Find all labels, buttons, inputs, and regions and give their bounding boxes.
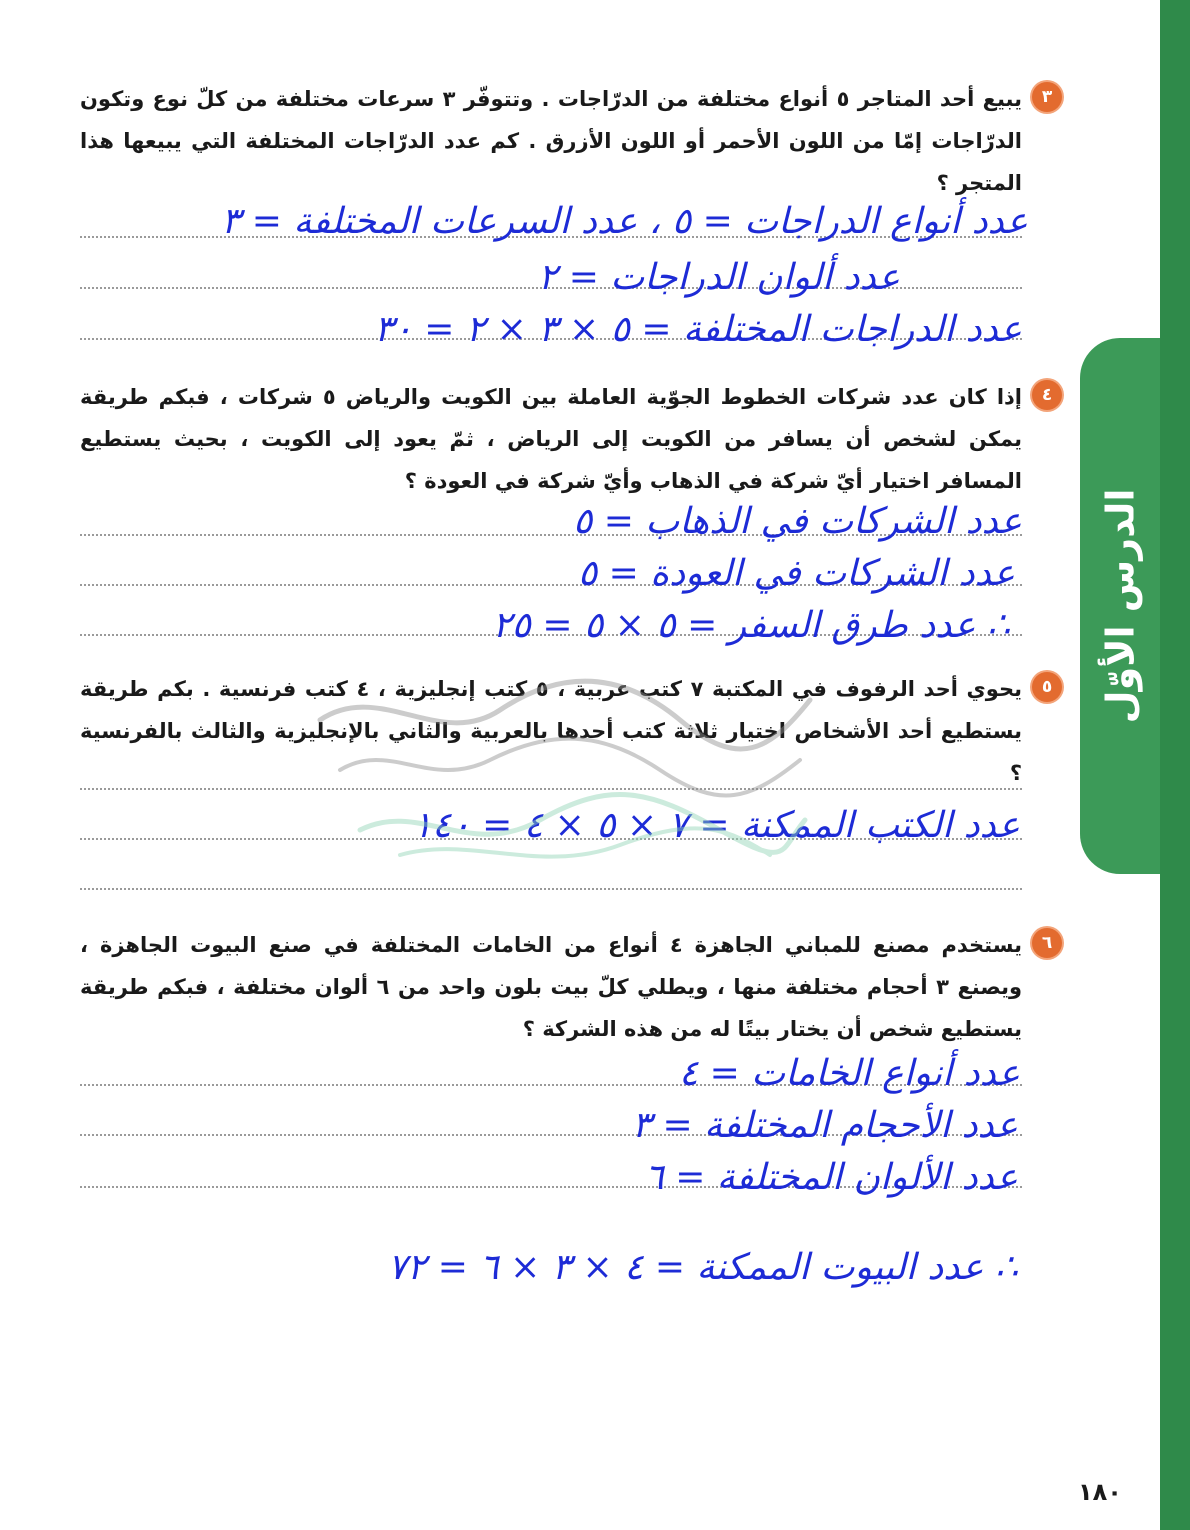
question-number-badge: ٥ [1032, 672, 1062, 702]
handwritten-answer: عدد الشركات في العودة = ٥ [577, 553, 1015, 594]
question-number-badge: ٦ [1032, 928, 1062, 958]
handwritten-answer: عدد الدراجات المختلفة = ٥ × ٣ × ٢ = ٣٠ [374, 309, 1022, 350]
question-3 [80, 78, 1053, 204]
answer-line [80, 888, 1022, 890]
handwritten-answer: ∴ عدد البيوت الممكنة = ٤ × ٣ × ٦ = ٧٢ [387, 1247, 1018, 1288]
handwritten-answer: عدد ألوان الدراجات = ٢ [537, 257, 900, 298]
question-text: يحوي أحد الرفوف في المكتبة ٧ كتب عربية ، ٥ كتب إنجليزية ، ٤ كتب فرنسية . بكم طريقة يستطيع أحد الأشخاص اختيار ثلاثة كتب أحدها بالعربية والثاني بالإنجليزية والثالث بالفرنسية ؟ [80, 677, 1022, 785]
handwritten-answer: ∴ عدد طرق السفر = ٥ × ٥ = ٢٥ [492, 605, 1010, 646]
question-4 [80, 376, 1053, 502]
question-number-badge: ٤ [1032, 380, 1062, 410]
handwritten-answer: عدد الشركات في الذهاب = ٥ [572, 501, 1022, 542]
question-6 [80, 924, 1053, 1050]
question-number-badge: ٣ [1032, 82, 1062, 112]
question-text: إذا كان عدد شركات الخطوط الجوّية العاملة بين الكويت والرياض ٥ شركات ، فبكم طريقة يمكن لشخص أن يسافر من الكويت إلى الرياض ، ثمّ يعود إلى الكويت ، بحيث يستطيع المسافر اختيار أيّ شركة في الذهاب وأيّ شركة في العودة ؟ [80, 385, 1022, 493]
watermark-scribble [300, 660, 820, 880]
handwritten-answer: عدد أنواع الدراجات = ٥ ، عدد السرعات المختلفة = ٣ [221, 201, 1028, 242]
handwritten-answer: عدد أنواع الخامات = ٤ [678, 1053, 1020, 1094]
lesson-side-tab-label: الدرس الأوّل [1097, 488, 1142, 724]
handwritten-answer: عدد الألوان المختلفة = ٦ [644, 1157, 1018, 1198]
question-text: يستخدم مصنع للمباني الجاهزة ٤ أنواع من الخامات المختلفة في صنع البيوت الجاهزة ، ويصنع ٣ أحجام مختلفة منها ، ويطلي كلّ بيت بلون واحد من ٦ ألوان مختلفة ، فبكم طريقة يستطيع شخص أن يختار بيتًا له من هذه الشركة ؟ [80, 933, 1023, 1041]
handwritten-answer: عدد الكتب الممكنة = ٧ × ٥ × ٤ = ١٤٠ [412, 805, 1020, 846]
page-number: ١٨٠ [1078, 1478, 1122, 1506]
page-edge-bar [1160, 0, 1190, 1530]
lesson-side-tab-label-wrap [1080, 338, 1160, 874]
handwritten-answer: عدد الأحجام المختلفة = ٣ [631, 1105, 1018, 1146]
question-text: يبيع أحد المتاجر ٥ أنواع مختلفة من الدرّاجات . وتتوفّر ٣ سرعات مختلفة من كلّ نوع وتكون الدرّاجات إمّا من اللون الأحمر أو اللون الأزرق . كم عدد الدرّاجات المختلفة التي يبيعها هذا المتجر ؟ [80, 87, 1023, 195]
